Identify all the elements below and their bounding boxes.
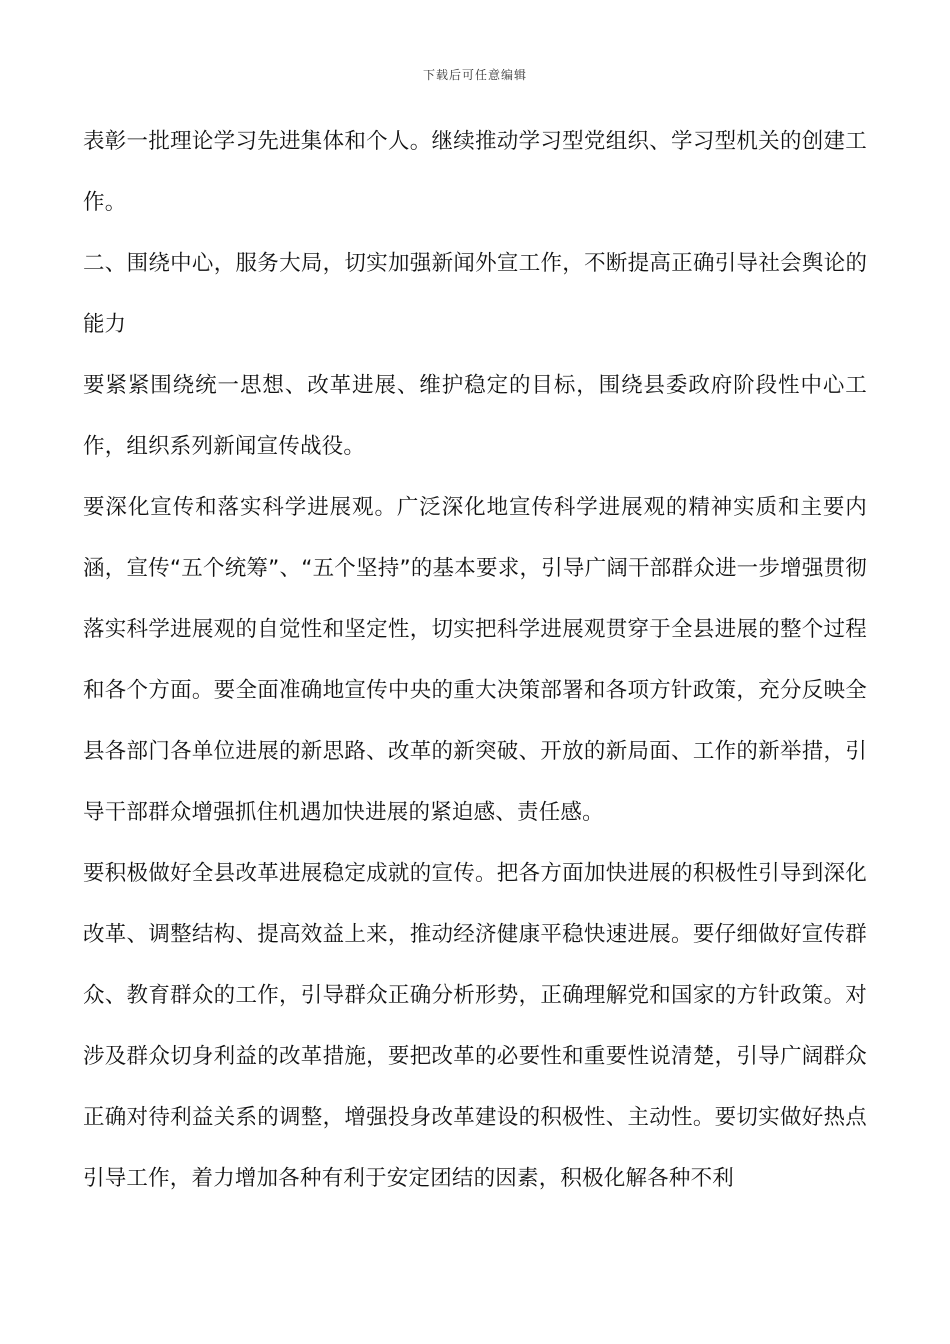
document-body [83,111,867,1209]
paragraph-2: 要紧紧围绕统一思想、改革进展、维护稳定的目标，围绕县委政府阶段性中心工作，组织系列新闻宣传战役。 [83,373,867,459]
paragraph-3: 要深化宣传和落实科学进展观。广泛深化地宣传科学进展观的精神实质和主要内涵，宣传“五个统筹”、“五个坚持”的基本要求，引导广阔干部群众进一步增强贯彻落实科学进展观的自觉性和坚定性，切实把科学进展观贯穿于全县进展的整个过程和各个方面。要全面准确地宣传中央的重大决策部署和各项方针政策，充分反映全县各部门各单位进展的新思路、改革的新突破、开放的新局面、工作的新举措，引导干部群众增强抓住机遇加快进展的紧迫感、责任感。 [83,495,867,825]
page-header-note: 下载后可任意编辑 [422,68,527,82]
paragraph-1: 表彰一批理论学习先进集体和个人。继续推动学习型党组织、学习型机关的创建工作。 [83,129,867,215]
paragraph-4: 要积极做好全县改革进展稳定成就的宣传。把各方面加快进展的积极性引导到深化改革、调整结构、提高效益上来，推动经济健康平稳快速进展。要仔细做好宣传群众、教育群众的工作，引导群众正确分析形势，正确理解党和国家的方针政策。对涉及群众切身利益的改革措施，要把改革的必要性和重要性说清楚，引导广阔群众正确对待利益关系的调整，增强投身改革建设的积极性、主动性。要切实做好热点引导工作，着力增加各种有利于安定团结的因素，积极化解各种不利 [83,861,867,1191]
section-heading-2: 二、围绕中心，服务大局，切实加强新闻外宣工作，不断提高正确引导社会舆论的能力 [83,251,867,337]
